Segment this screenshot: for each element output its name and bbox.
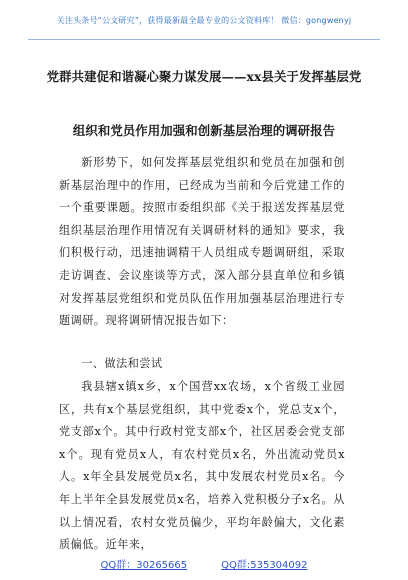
body-paragraph-practice: 我县辖x镇x乡，x个国营xx农场，x个省级工业园区，共有x个基层党组织，其中党委x个，党总支x个，党支部x个。其中行政村党支部x个，社区居委会党支部x个。现有党员x人，有农村党员x名，外出流动党员x人。x年全县发展党员x名，其中发展农村党员x名。今年上半年全县发展党员x名，培养入党积极分子x名。从以上情况看，农村女党员偏少，平均年龄偏大，文化素质偏低。近年来， [59, 380, 345, 552]
promo-banner-text: 关注头条号“公文研究”，获得最新最全最专业的公文资料库！ 微信：gongwenyj [56, 15, 352, 25]
document-title-line2: 组织和党员作用加强和创新基层治理的调研报告 [72, 123, 336, 138]
document-title-line1: 党群共建促和谐凝心聚力谋发展——xx县关于发挥基层党 [46, 69, 362, 84]
qq-group-link-2[interactable]: QQ群:535304092 [221, 560, 308, 571]
header-banner [0, 0, 408, 40]
qq-group-link-1[interactable]: QQ群：30265665 [100, 560, 188, 571]
section-heading: 一、做法和尝试 [81, 357, 163, 370]
header-divider [28, 39, 380, 40]
footer-contact [0, 556, 408, 571]
body-paragraph-intro: 新形势下，如何发挥基层党组织和党员在加强和创新基层治理中的作用，已经成为当前和今后党建工作的一个重要课题。按照市委组织部《关于报送发挥基层党组织基层治理作用情况有关调研材料的通知》要求，我们积极行动，迅速抽调精干人员组成专题调研组，采取走访调查、会议座谈等方式，深入部分县直单位和乡镇对发挥基层党组织和党员队伍作用加强基层治理进行专题调研。现将调研情况报告如下： [59, 156, 345, 328]
